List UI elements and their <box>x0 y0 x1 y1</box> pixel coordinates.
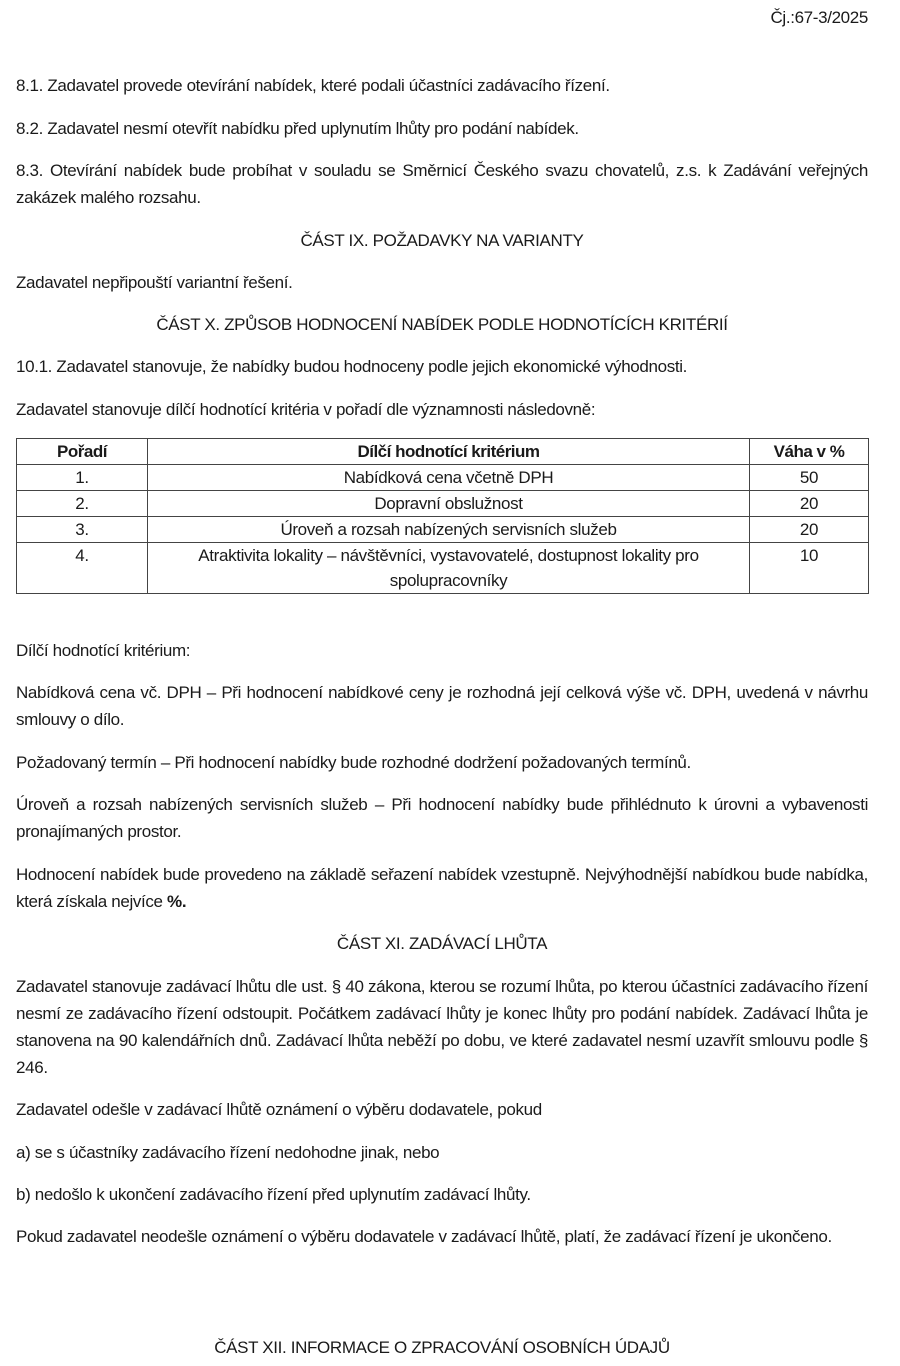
header-criterion: Dílčí hodnotící kritérium <box>148 439 750 465</box>
section-11-heading: ČÁST XI. ZADÁVACÍ LHŮTA <box>336 934 548 953</box>
header-weight: Váha v % <box>750 439 869 465</box>
cell-criterion: Atraktivita lokality – návštěvníci, vystavovatelé, dostupnost lokality pro spolupracovníky <box>148 543 750 594</box>
criteria-table <box>16 438 869 594</box>
criteria-subheading: Dílčí hodnotící kritérium: <box>16 641 191 660</box>
cell-weight: 20 <box>750 517 869 543</box>
paragraph-8-2: 8.2. Zadavatel nesmí otevřít nabídku před uplynutím lhůty pro podání nabídek. <box>16 119 579 138</box>
section-10-heading: ČÁST X. ZPŮSOB HODNOCENÍ NABÍDEK PODLE HODNOTÍCÍCH KRITÉRIÍ <box>156 315 728 334</box>
cell-order: 4. <box>17 543 148 594</box>
cell-weight: 10 <box>750 543 869 594</box>
criterion-price-description: Nabídková cena vč. DPH – Při hodnocení nabídkové ceny je rozhodná její celková výše vč. DPH, uvedená v návrhu smlouvy o dílo. <box>16 683 868 729</box>
table-header-row <box>17 439 869 465</box>
cell-weight: 20 <box>750 491 869 517</box>
table-row <box>17 543 869 594</box>
cell-criterion: Nabídková cena včetně DPH <box>148 465 750 491</box>
evaluation-paragraph <box>16 861 868 915</box>
paragraph-11-1: Zadavatel stanovuje zadávací lhůtu dle ust. § 40 zákona, kterou se rozumí lhůta, po kterou účastníci zadávacího řízení nesmí ze zadávacího řízení odstoupit. Počátkem zadávací lhůty je konec lhůty pro podání nabídek. Zadávací lhůta je stanovena na 90 kalendářních dnů. Zadávací lhůta neběží po dobu, ve které zadavatel nesmí uzavřít smlouvu podle § 246. <box>16 977 868 1077</box>
paragraph-8-3: 8.3. Otevírání nabídek bude probíhat v souladu se Směrnicí Českého svazu chovatelů, z.s. k Zadávání veřejných zakázek malého rozsahu. <box>16 161 868 207</box>
cell-criterion: Dopravní obslužnost <box>148 491 750 517</box>
cell-order: 3. <box>17 517 148 543</box>
paragraph-9-1: Zadavatel nepřipouští variantní řešení. <box>16 273 293 292</box>
paragraph-11-3: Pokud zadavatel neodešle oznámení o výběru dodavatele v zadávací lhůtě, platí, že zadávací řízení je ukončeno. <box>16 1227 832 1246</box>
cell-order: 2. <box>17 491 148 517</box>
criterion-term-description: Požadovaný termín – Při hodnocení nabídky bude rozhodné dodržení požadovaných termínů. <box>16 753 691 772</box>
table-row <box>17 465 869 491</box>
cell-order: 1. <box>17 465 148 491</box>
paragraph-10-1: 10.1. Zadavatel stanovuje, že nabídky budou hodnoceny podle jejich ekonomické výhodnosti. <box>16 357 688 376</box>
paragraph-11-2: Zadavatel odešle v zadávací lhůtě oznámení o výběru dodavatele, pokud <box>16 1100 542 1119</box>
paragraph-10-2: Zadavatel stanovuje dílčí hodnotící kritéria v pořadí dle významnosti následovně: <box>16 400 596 419</box>
evaluation-percent: %. <box>167 892 187 911</box>
list-item-a: a) se s účastníky zadávacího řízení nedohodne jinak, nebo <box>16 1143 440 1162</box>
section-12-heading: ČÁST XII. INFORMACE O ZPRACOVÁNÍ OSOBNÍCH ÚDAJŮ <box>214 1338 670 1357</box>
table-row <box>17 491 869 517</box>
header-order: Pořadí <box>17 439 148 465</box>
criterion-services-description: Úroveň a rozsah nabízených servisních služeb – Při hodnocení nabídky bude přihlédnuto k úrovni a vybavenosti pronajímaných prostor. <box>16 795 868 841</box>
paragraph-8-1: 8.1. Zadavatel provede otevírání nabídek, které podali účastníci zadávacího řízení. <box>16 76 610 95</box>
reference-number: Čj.:67-3/2025 <box>770 8 868 27</box>
cell-weight: 50 <box>750 465 869 491</box>
section-9-heading: ČÁST IX. POŽADAVKY NA VARIANTY <box>300 231 584 250</box>
evaluation-text: Hodnocení nabídek bude provedeno na základě seřazení nabídek vzestupně. Nejvýhodnější nabídkou bude nabídka, která získala nejvíce <box>16 865 868 911</box>
cell-criterion: Úroveň a rozsah nabízených servisních služeb <box>148 517 750 543</box>
table-row <box>17 517 869 543</box>
list-item-b: b) nedošlo k ukončení zadávacího řízení před uplynutím zadávací lhůty. <box>16 1185 531 1204</box>
